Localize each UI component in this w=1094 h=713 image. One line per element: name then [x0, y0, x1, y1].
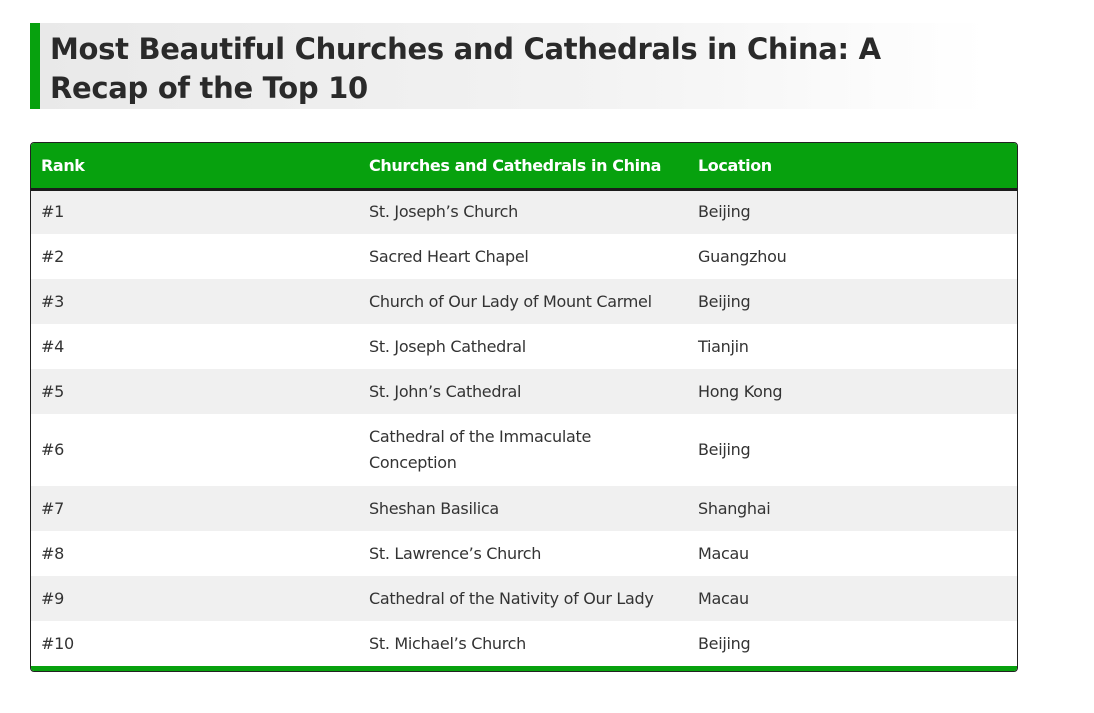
cell-church: St. Michael’s Church — [369, 633, 527, 653]
cell-location: Beijing — [698, 440, 751, 459]
cell-church: Cathedral of the Immaculate Conception — [369, 427, 592, 472]
cell-location: Macau — [698, 543, 749, 563]
churches-table — [30, 142, 1018, 672]
table-row — [31, 486, 1017, 531]
cell-rank: #5 — [41, 381, 64, 401]
cell-location: Beijing — [698, 202, 751, 222]
cell-location: Guangzhou — [698, 246, 787, 266]
cell-rank: #4 — [41, 336, 64, 356]
cell-location: Beijing — [698, 291, 751, 311]
table-row — [31, 234, 1017, 279]
page-title: Most Beautiful Churches and Cathedrals in China: A Recap of the Top 10 — [50, 32, 881, 105]
header-rank: Rank — [31, 143, 359, 189]
section-heading — [30, 23, 986, 109]
table-row — [31, 621, 1017, 666]
cell-location: Shanghai — [698, 498, 771, 518]
header-location: Location — [688, 143, 1017, 189]
table-row — [31, 531, 1017, 576]
cell-rank: #1 — [41, 202, 64, 222]
cell-church: Sacred Heart Chapel — [369, 246, 529, 266]
cell-rank: #3 — [41, 291, 64, 311]
cell-rank: #2 — [41, 246, 64, 266]
cell-rank: #6 — [41, 440, 64, 459]
cell-rank: #7 — [41, 498, 64, 518]
table-row — [31, 576, 1017, 621]
cell-church: Sheshan Basilica — [369, 498, 499, 518]
cell-location: Tianjin — [698, 336, 749, 356]
table-row — [31, 369, 1017, 414]
table-bottom-border — [31, 666, 1017, 671]
cell-rank: #9 — [41, 588, 64, 608]
table-row — [31, 414, 1017, 486]
table-header-row — [31, 143, 1017, 189]
table-row — [31, 189, 1017, 234]
ranking-table — [31, 143, 1017, 666]
table-row — [31, 324, 1017, 369]
cell-church: St. Joseph Cathedral — [369, 336, 526, 356]
table-row — [31, 279, 1017, 324]
cell-location: Macau — [698, 588, 749, 608]
cell-location: Hong Kong — [698, 381, 783, 401]
cell-church: St. John’s Cathedral — [369, 381, 522, 401]
cell-church: Church of Our Lady of Mount Carmel — [369, 291, 652, 311]
cell-church: St. Lawrence’s Church — [369, 543, 542, 563]
cell-church: Cathedral of the Nativity of Our Lady — [369, 588, 654, 608]
cell-rank: #10 — [41, 633, 74, 653]
cell-church: St. Joseph’s Church — [369, 202, 519, 222]
cell-rank: #8 — [41, 543, 64, 563]
header-church: Churches and Cathedrals in China — [359, 143, 688, 189]
cell-location: Beijing — [698, 633, 751, 653]
